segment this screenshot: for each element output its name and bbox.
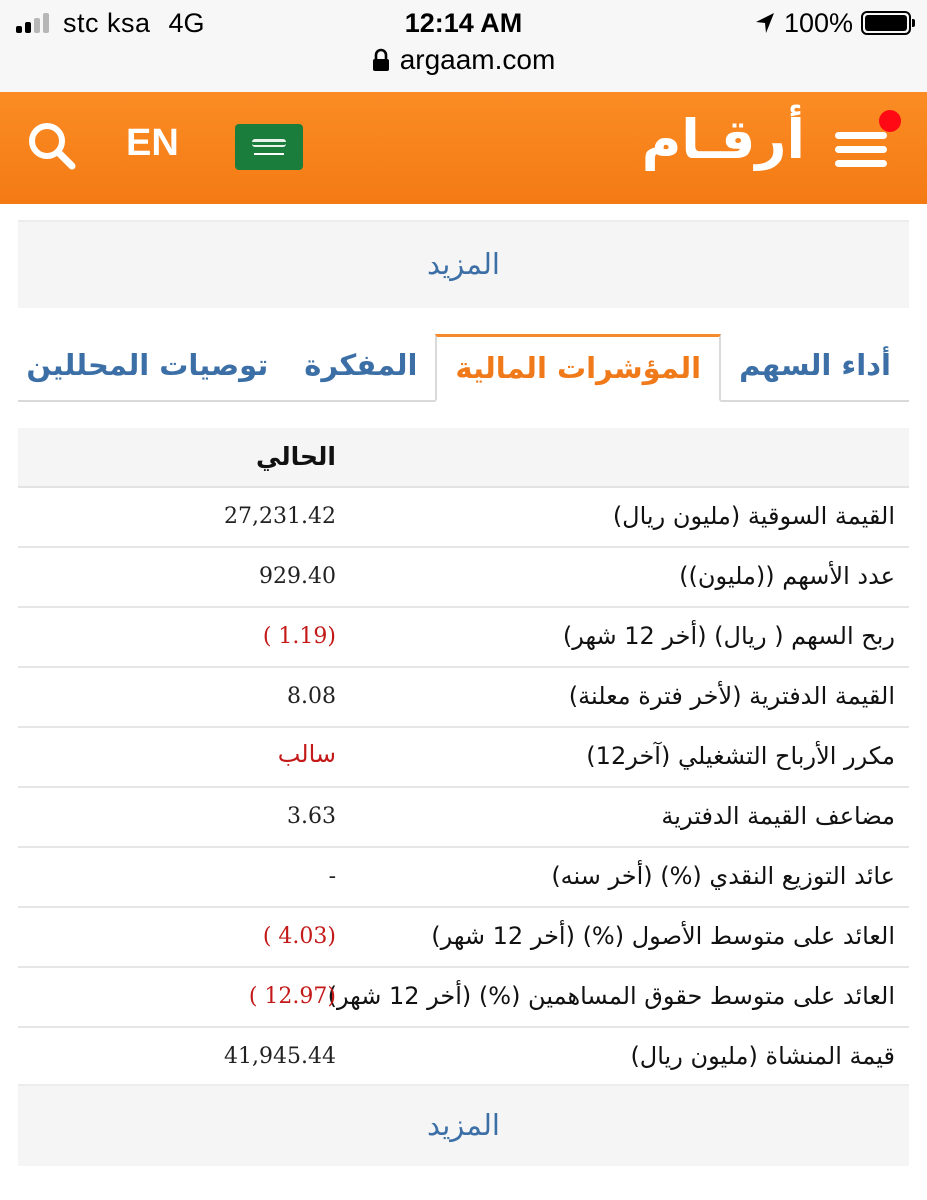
table-row	[18, 908, 909, 968]
clock: 12:14 AM	[404, 8, 523, 38]
address-bar[interactable]	[0, 44, 927, 76]
network-type: 4G	[168, 7, 205, 38]
search-icon	[26, 120, 78, 172]
tab-stock-performance[interactable]: أداء السهم	[739, 348, 891, 382]
row-value: 3.63	[287, 804, 336, 829]
column-header-current: الحالي	[255, 442, 336, 471]
row-label: القيمة السوقية (مليون ريال)	[612, 502, 895, 530]
language-toggle-button[interactable]: EN	[126, 122, 179, 164]
tab-analyst-recommendations[interactable]: توصيات المحللين	[26, 348, 269, 382]
table-row	[18, 968, 909, 1028]
url-text: argaam.com	[399, 44, 556, 75]
table-row	[18, 548, 909, 608]
carrier-name: stc ksa	[63, 7, 151, 38]
table-row	[18, 848, 909, 908]
app-header	[0, 92, 927, 204]
table-row	[18, 788, 909, 848]
table-row	[18, 668, 909, 728]
row-value: ( 4.03)	[262, 924, 336, 949]
table-row	[18, 608, 909, 668]
tab-financial-indicators[interactable]: المؤشرات المالية	[435, 334, 721, 402]
row-label: عدد الأسهم ((مليون))	[679, 562, 895, 590]
table-row	[18, 488, 909, 548]
row-label: مضاعف القيمة الدفترية	[661, 802, 895, 830]
tab-calendar[interactable]: المفكرة	[304, 348, 418, 382]
row-value: 27,231.42	[224, 504, 336, 529]
row-value: ( 12.97)	[248, 984, 336, 1009]
row-label: العائد على متوسط حقوق المساهمين (%) (أخر 12 شهر)	[327, 982, 895, 1010]
table-row	[18, 728, 909, 788]
row-value: 929.40	[259, 564, 336, 589]
battery-area	[754, 8, 911, 38]
financial-indicators-table	[18, 428, 909, 1088]
status-bar	[0, 0, 927, 92]
notification-dot	[879, 110, 901, 132]
lock-icon	[372, 48, 390, 72]
more-link-bottom[interactable]: المزيد	[18, 1084, 909, 1166]
row-value: 8.08	[287, 684, 336, 709]
saudi-flag-icon[interactable]	[235, 124, 303, 170]
row-value: -	[328, 864, 336, 889]
search-button[interactable]	[26, 120, 78, 172]
row-label: قيمة المنشاة (مليون ريال)	[630, 1042, 895, 1070]
row-label: القيمة الدفترية (لأخر فترة معلنة)	[568, 682, 895, 710]
brand-logo[interactable]: أرقـام	[641, 108, 805, 171]
battery-percentage: 100%	[783, 7, 853, 38]
row-label: ربح السهم ( ريال) (أخر 12 شهر)	[562, 622, 895, 650]
row-label: العائد على متوسط الأصول (%) (أخر 12 شهر)	[431, 922, 895, 950]
battery-icon	[861, 11, 911, 35]
table-header	[18, 428, 909, 488]
row-value: 41,945.44	[224, 1044, 336, 1069]
row-value: ( 1.19)	[262, 624, 336, 649]
row-value: سالب	[277, 740, 336, 768]
menu-button[interactable]	[835, 132, 887, 172]
tab-bar	[18, 334, 909, 402]
row-label: عائد التوزيع النقدي (%) (أخر سنه)	[551, 862, 895, 890]
row-label: مكرر الأرباح التشغيلي (آخر12)	[586, 742, 895, 770]
menu-icon	[835, 132, 887, 167]
location-arrow-icon	[754, 11, 776, 35]
table-row	[18, 1028, 909, 1088]
more-link-top[interactable]: المزيد	[18, 220, 909, 308]
